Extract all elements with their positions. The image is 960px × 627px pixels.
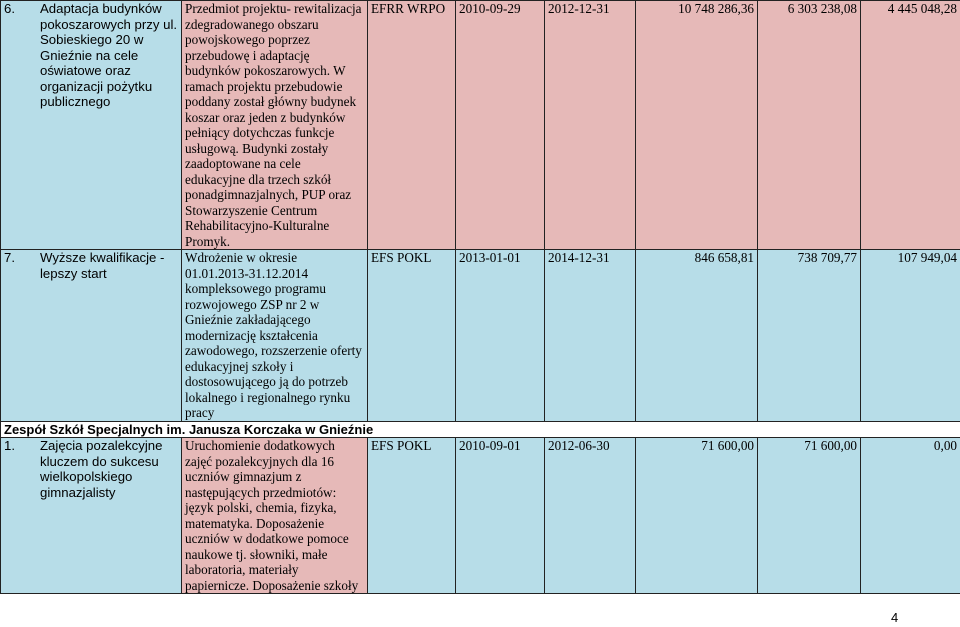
funding-value-cell: 0,00 — [861, 438, 960, 594]
project-title: Adaptacja budynków pokoszarowych przy ul. Sobieskiego 20 w Gnieźnie na cele oświatowe oraz organizacji pożytku publicznego — [40, 1, 178, 109]
start-date-cell: 2010-09-29 — [456, 1, 545, 250]
total-value-cell: 71 600,00 — [636, 438, 758, 594]
total-value-cell: 846 658,81 — [636, 250, 758, 422]
project-title: Zajęcia pozalekcyjne kluczem do sukcesu wielkopolskiego gimnazjalisty — [40, 438, 163, 500]
total-value-cell: 10 748 286,36 — [636, 1, 758, 250]
row-number: 7. — [4, 250, 15, 265]
section-header-row — [1, 421, 960, 438]
program-cell: EFS POKL — [368, 438, 456, 594]
section-title: Zespół Szkół Specjalnych im. Janusza Korczaka w Gnieźnie — [1, 421, 960, 438]
start-date-cell: 2010-09-01 — [456, 438, 545, 594]
start-date-cell: 2013-01-01 — [456, 250, 545, 422]
project-title: Wyższe kwalifikacje - lepszy start — [40, 250, 165, 281]
project-title-cell — [1, 438, 182, 594]
end-date-cell: 2012-06-30 — [545, 438, 636, 594]
eligible-value-cell: 71 600,00 — [758, 438, 861, 594]
table-row — [1, 438, 960, 594]
funding-value-cell: 107 949,04 — [861, 250, 960, 422]
program-cell: EFS POKL — [368, 250, 456, 422]
row-number: 1. — [4, 438, 15, 453]
table-row — [1, 1, 960, 250]
project-title-cell — [1, 250, 182, 422]
end-date-cell: 2012-12-31 — [545, 1, 636, 250]
project-description: Uruchomienie dodatkowych zajęć pozalekcyjnych dla 16 uczniów gimnazjum z następujących przedmiotów: język polski, chemia, fizyka, matematyka. Doposażenie uczniów w dodatkowe pomoce naukowe tj. słowniki, małe laboratoria, materiały papiernicze. Doposażenie szkoły — [182, 438, 368, 594]
page-number: 4 — [891, 610, 899, 625]
program-cell: EFRR WRPO — [368, 1, 456, 250]
end-date-cell: 2014-12-31 — [545, 250, 636, 422]
project-description: Wdrożenie w okresie 01.01.2013-31.12.2014 kompleksowego programu rozwojowego ZSP nr 2 w Gnieźnie zakładającego modernizację kształcenia zawodowego, rozszerzenie oferty edukacyjnej szkoły i dostosowującego ją do potrzeb lokalnego i regionalnego rynku pracy — [182, 250, 368, 422]
project-description: Przedmiot projektu- rewitalizacja zdegradowanego obszaru powojskowego poprzez przebudowę i adaptację budynków pokoszarowych. W ramach projektu przebudowie poddany został główny budynek koszar oraz jeden z budynków pełniący dotychczas funkcje usługową. Budynki zostały zaadoptowane na cele edukacyjne dla trzech szkół ponadgimnazjalnych, PUP oraz Stowarzyszenie Centrum Rehabilitacyjno-Kulturalne Promyk. — [182, 1, 368, 250]
eligible-value-cell: 6 303 238,08 — [758, 1, 861, 250]
eligible-value-cell: 738 709,77 — [758, 250, 861, 422]
funding-value-cell: 4 445 048,28 — [861, 1, 960, 250]
table-row — [1, 250, 960, 422]
project-title-cell — [1, 1, 182, 250]
row-number: 6. — [4, 1, 15, 16]
